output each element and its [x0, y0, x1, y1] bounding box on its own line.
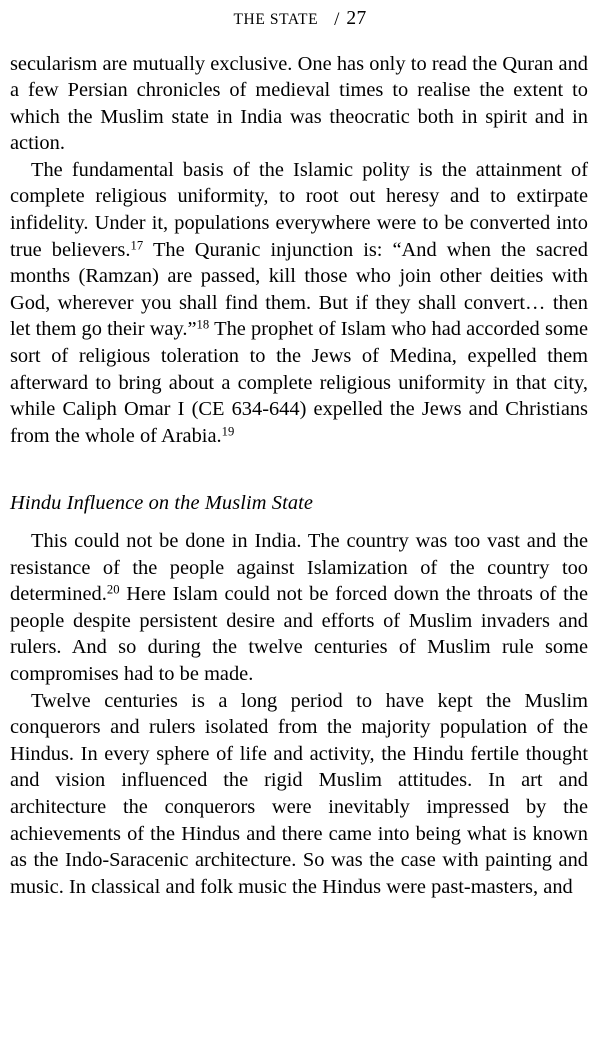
par-india-part2: Here Islam could not be forced down the throats of the people despite persistent desire and efforts of Muslim invaders and rulers. And so during the twelve centuries of Muslim rule some compromises had to be made. [10, 583, 588, 685]
paragraph-india [10, 528, 588, 688]
section-heading-wrapper [10, 449, 588, 528]
footnote-marker-20: 20 [106, 582, 120, 597]
footnote-marker-17: 17 [130, 238, 144, 253]
running-head-title: THE STATE [233, 11, 319, 28]
paragraph-continuation-text: secularism are mutually exclusive. One has only to read the Quran and a few Persian chronicles of medieval times to realise the extent to which the Muslim state in India was theocratic both in spirit and in action. [10, 52, 588, 155]
page-number: 27 [346, 8, 367, 29]
par-india-part1: This could not be done in India. The country was too vast and the resistance of the people against Islamization of the country too determined. [10, 530, 588, 606]
running-head-separator: / [334, 9, 340, 30]
par-islamic-polity-part1: The fundamental basis of the Islamic polity is the attainment of complete religious uniformity, to root out heresy and to extirpate infidelity. Under it, populations everywhere were to be converted into true believers. [10, 158, 588, 261]
paragraph-islamic-polity [10, 157, 588, 450]
running-head [0, 0, 600, 29]
par-islamic-polity-part2: The Quranic injunction is: “And when the sacred months (Ramzan) are passed, kill those who join other deities with God, wherever you shall find them. But if they shall convert… then let them go their way.” [10, 238, 588, 341]
footnote-marker-19: 19 [221, 424, 235, 439]
text-block [0, 51, 600, 901]
par-twelve-centuries-text: Twelve centuries is a long period to have kept the Muslim conquerors and rulers isolated from the majority population of the Hindus. In every sphere of life and activity, the Hindu fertile thought and vision influenced the rigid Muslim attitudes. In art and architecture the conquerors were inevitably impressed by the achievements of the Hindus and there came into being what is known as the Indo-Saracenic architecture. So was the case with painting and music. In classical and folk music the Hindus were past-masters, and [10, 689, 588, 898]
section-heading: Hindu Influence on the Muslim State [10, 492, 314, 515]
paragraph-twelve-centuries [10, 688, 588, 901]
footnote-marker-18: 18 [196, 317, 210, 332]
paragraph-continuation [10, 51, 588, 157]
par-islamic-polity-part3: The prophet of Islam who had accorded some sort of religious toleration to the Jews of Medina, expelled them afterward to bring about a complete religious uniformity in that city, while Caliph Omar I (CE 634-644) expelled the Jews and Christians from the whole of Arabia. [10, 318, 588, 447]
